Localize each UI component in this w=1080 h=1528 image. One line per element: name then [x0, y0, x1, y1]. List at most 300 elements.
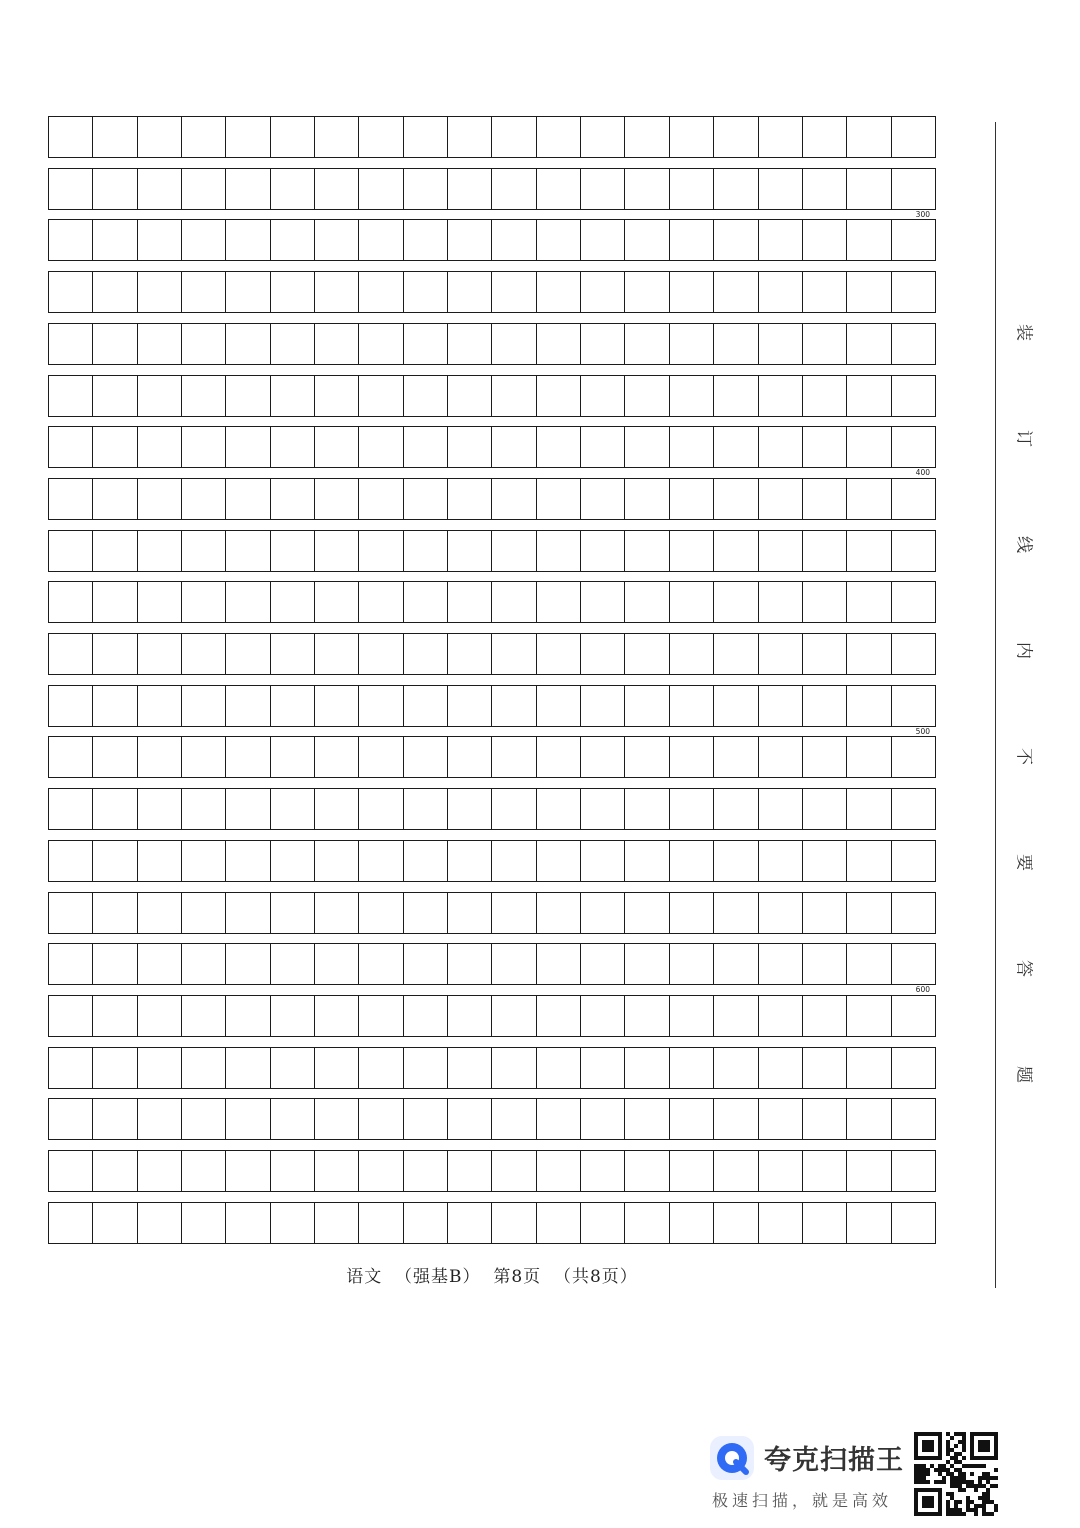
grid-cell[interactable] [803, 893, 847, 933]
grid-cell[interactable] [359, 893, 403, 933]
grid-cell[interactable] [315, 1099, 359, 1139]
grid-cell[interactable] [625, 220, 669, 260]
grid-cell[interactable] [359, 686, 403, 726]
grid-cell[interactable] [759, 427, 803, 467]
grid-cell[interactable] [226, 582, 270, 622]
grid-cell[interactable] [448, 634, 492, 674]
grid-cell[interactable] [226, 634, 270, 674]
grid-cell[interactable] [670, 996, 714, 1036]
grid-cell[interactable] [625, 1151, 669, 1191]
grid-cell[interactable] [49, 427, 93, 467]
grid-cell[interactable] [404, 1048, 448, 1088]
grid-cell[interactable] [714, 789, 758, 829]
grid-cell[interactable] [492, 789, 536, 829]
grid-cell[interactable] [182, 117, 226, 157]
grid-cell[interactable] [581, 117, 625, 157]
grid-cell[interactable] [182, 996, 226, 1036]
grid-cell[interactable] [581, 944, 625, 984]
grid-cell[interactable] [271, 169, 315, 209]
grid-cell[interactable] [892, 117, 935, 157]
grid-cell[interactable] [492, 479, 536, 519]
grid-cell[interactable] [315, 220, 359, 260]
grid-cell[interactable] [93, 841, 137, 881]
grid-cell[interactable] [271, 479, 315, 519]
grid-cell[interactable] [581, 427, 625, 467]
grid-cell[interactable] [226, 427, 270, 467]
grid-cell[interactable] [537, 944, 581, 984]
grid-cell[interactable] [138, 479, 182, 519]
grid-cell[interactable] [271, 1099, 315, 1139]
grid-cell[interactable] [714, 1048, 758, 1088]
grid-cell[interactable] [93, 789, 137, 829]
grid-cell[interactable] [803, 582, 847, 622]
grid-cell[interactable] [670, 531, 714, 571]
grid-cell[interactable] [93, 117, 137, 157]
grid-cell[interactable] [138, 634, 182, 674]
grid-cell[interactable] [448, 1203, 492, 1243]
grid-cell[interactable] [892, 1048, 935, 1088]
grid-cell[interactable] [714, 324, 758, 364]
grid-cell[interactable] [625, 1203, 669, 1243]
grid-cell[interactable] [448, 737, 492, 777]
grid-cell[interactable] [892, 686, 935, 726]
grid-cell[interactable] [625, 686, 669, 726]
grid-cell[interactable] [315, 376, 359, 416]
grid-cell[interactable] [404, 220, 448, 260]
grid-cell[interactable] [182, 169, 226, 209]
grid-cell[interactable] [714, 117, 758, 157]
grid-cell[interactable] [670, 376, 714, 416]
grid-cell[interactable] [803, 634, 847, 674]
grid-cell[interactable] [49, 479, 93, 519]
grid-cell[interactable] [138, 169, 182, 209]
grid-cell[interactable] [226, 272, 270, 312]
grid-cell[interactable] [625, 737, 669, 777]
grid-cell[interactable] [670, 789, 714, 829]
grid-cell[interactable] [847, 427, 891, 467]
grid-cell[interactable] [138, 220, 182, 260]
grid-cell[interactable] [448, 324, 492, 364]
grid-cell[interactable] [138, 324, 182, 364]
grid-cell[interactable] [226, 531, 270, 571]
grid-cell[interactable] [803, 686, 847, 726]
grid-cell[interactable] [182, 324, 226, 364]
grid-cell[interactable] [404, 841, 448, 881]
grid-cell[interactable] [226, 789, 270, 829]
grid-cell[interactable] [581, 737, 625, 777]
grid-cell[interactable] [670, 893, 714, 933]
grid-cell[interactable] [847, 582, 891, 622]
grid-cell[interactable] [226, 1099, 270, 1139]
grid-cell[interactable] [359, 117, 403, 157]
grid-cell[interactable] [581, 841, 625, 881]
grid-cell[interactable] [93, 324, 137, 364]
grid-cell[interactable] [138, 737, 182, 777]
grid-cell[interactable] [892, 479, 935, 519]
grid-cell[interactable] [404, 1151, 448, 1191]
grid-cell[interactable] [93, 479, 137, 519]
grid-cell[interactable] [182, 427, 226, 467]
grid-cell[interactable] [803, 479, 847, 519]
grid-cell[interactable] [359, 427, 403, 467]
grid-cell[interactable] [847, 376, 891, 416]
grid-cell[interactable] [138, 893, 182, 933]
grid-cell[interactable] [714, 893, 758, 933]
grid-cell[interactable] [537, 582, 581, 622]
grid-cell[interactable] [138, 376, 182, 416]
grid-cell[interactable] [182, 789, 226, 829]
grid-cell[interactable] [714, 582, 758, 622]
grid-cell[interactable] [759, 1048, 803, 1088]
grid-cell[interactable] [537, 117, 581, 157]
grid-cell[interactable] [625, 582, 669, 622]
grid-cell[interactable] [759, 1203, 803, 1243]
grid-cell[interactable] [803, 427, 847, 467]
grid-cell[interactable] [803, 376, 847, 416]
grid-cell[interactable] [537, 634, 581, 674]
grid-cell[interactable] [581, 169, 625, 209]
grid-cell[interactable] [759, 376, 803, 416]
grid-cell[interactable] [49, 169, 93, 209]
grid-cell[interactable] [271, 1203, 315, 1243]
grid-cell[interactable] [182, 686, 226, 726]
grid-cell[interactable] [803, 117, 847, 157]
grid-cell[interactable] [448, 531, 492, 571]
grid-cell[interactable] [847, 841, 891, 881]
grid-cell[interactable] [359, 479, 403, 519]
grid-cell[interactable] [892, 169, 935, 209]
grid-cell[interactable] [359, 169, 403, 209]
grid-cell[interactable] [492, 376, 536, 416]
grid-cell[interactable] [182, 272, 226, 312]
grid-cell[interactable] [581, 686, 625, 726]
grid-cell[interactable] [537, 789, 581, 829]
grid-cell[interactable] [625, 996, 669, 1036]
grid-cell[interactable] [759, 1099, 803, 1139]
grid-cell[interactable] [315, 169, 359, 209]
grid-cell[interactable] [759, 634, 803, 674]
grid-cell[interactable] [492, 272, 536, 312]
grid-cell[interactable] [492, 117, 536, 157]
grid-cell[interactable] [271, 272, 315, 312]
grid-cell[interactable] [759, 686, 803, 726]
grid-cell[interactable] [714, 841, 758, 881]
grid-cell[interactable] [670, 272, 714, 312]
grid-cell[interactable] [271, 944, 315, 984]
grid-cell[interactable] [138, 427, 182, 467]
grid-cell[interactable] [404, 479, 448, 519]
grid-cell[interactable] [714, 1203, 758, 1243]
grid-cell[interactable] [847, 1203, 891, 1243]
grid-cell[interactable] [315, 789, 359, 829]
grid-cell[interactable] [492, 841, 536, 881]
grid-cell[interactable] [625, 376, 669, 416]
grid-cell[interactable] [448, 893, 492, 933]
grid-cell[interactable] [182, 531, 226, 571]
grid-cell[interactable] [226, 1048, 270, 1088]
grid-cell[interactable] [581, 1203, 625, 1243]
grid-cell[interactable] [714, 1151, 758, 1191]
grid-cell[interactable] [847, 789, 891, 829]
grid-cell[interactable] [359, 272, 403, 312]
grid-cell[interactable] [49, 582, 93, 622]
grid-cell[interactable] [625, 427, 669, 467]
grid-cell[interactable] [49, 324, 93, 364]
grid-cell[interactable] [359, 996, 403, 1036]
grid-cell[interactable] [404, 376, 448, 416]
grid-cell[interactable] [803, 789, 847, 829]
grid-cell[interactable] [359, 324, 403, 364]
grid-cell[interactable] [492, 686, 536, 726]
grid-cell[interactable] [892, 634, 935, 674]
grid-cell[interactable] [847, 634, 891, 674]
grid-cell[interactable] [625, 324, 669, 364]
grid-cell[interactable] [448, 169, 492, 209]
grid-cell[interactable] [226, 324, 270, 364]
grid-cell[interactable] [404, 169, 448, 209]
grid-cell[interactable] [359, 737, 403, 777]
grid-cell[interactable] [492, 531, 536, 571]
grid-cell[interactable] [93, 944, 137, 984]
grid-cell[interactable] [359, 789, 403, 829]
grid-cell[interactable] [714, 1099, 758, 1139]
grid-cell[interactable] [803, 1203, 847, 1243]
grid-cell[interactable] [359, 1048, 403, 1088]
grid-cell[interactable] [49, 634, 93, 674]
grid-cell[interactable] [404, 1203, 448, 1243]
grid-cell[interactable] [138, 789, 182, 829]
grid-cell[interactable] [359, 531, 403, 571]
grid-cell[interactable] [93, 582, 137, 622]
grid-cell[interactable] [271, 1048, 315, 1088]
grid-cell[interactable] [803, 996, 847, 1036]
grid-cell[interactable] [537, 1151, 581, 1191]
grid-cell[interactable] [271, 117, 315, 157]
grid-cell[interactable] [892, 996, 935, 1036]
grid-cell[interactable] [359, 1203, 403, 1243]
grid-cell[interactable] [581, 272, 625, 312]
grid-cell[interactable] [803, 169, 847, 209]
grid-cell[interactable] [670, 324, 714, 364]
grid-cell[interactable] [315, 686, 359, 726]
grid-cell[interactable] [670, 1151, 714, 1191]
grid-cell[interactable] [759, 479, 803, 519]
grid-cell[interactable] [670, 841, 714, 881]
grid-cell[interactable] [359, 1151, 403, 1191]
grid-cell[interactable] [226, 1203, 270, 1243]
grid-cell[interactable] [847, 893, 891, 933]
grid-cell[interactable] [448, 1151, 492, 1191]
grid-cell[interactable] [448, 220, 492, 260]
grid-cell[interactable] [537, 427, 581, 467]
grid-cell[interactable] [448, 1048, 492, 1088]
grid-cell[interactable] [714, 737, 758, 777]
grid-cell[interactable] [492, 1099, 536, 1139]
grid-cell[interactable] [448, 996, 492, 1036]
grid-cell[interactable] [492, 169, 536, 209]
grid-cell[interactable] [93, 737, 137, 777]
grid-cell[interactable] [271, 686, 315, 726]
grid-cell[interactable] [138, 996, 182, 1036]
grid-cell[interactable] [537, 1099, 581, 1139]
grid-cell[interactable] [359, 376, 403, 416]
grid-cell[interactable] [625, 272, 669, 312]
grid-cell[interactable] [714, 996, 758, 1036]
grid-cell[interactable] [625, 634, 669, 674]
grid-cell[interactable] [448, 789, 492, 829]
grid-cell[interactable] [271, 841, 315, 881]
grid-cell[interactable] [226, 479, 270, 519]
grid-cell[interactable] [359, 841, 403, 881]
grid-cell[interactable] [537, 1048, 581, 1088]
grid-cell[interactable] [759, 531, 803, 571]
grid-cell[interactable] [670, 169, 714, 209]
grid-cell[interactable] [759, 737, 803, 777]
grid-cell[interactable] [892, 737, 935, 777]
grid-cell[interactable] [271, 376, 315, 416]
grid-cell[interactable] [492, 1048, 536, 1088]
grid-cell[interactable] [182, 1151, 226, 1191]
grid-cell[interactable] [93, 531, 137, 571]
grid-cell[interactable] [537, 1203, 581, 1243]
grid-cell[interactable] [138, 582, 182, 622]
grid-cell[interactable] [448, 479, 492, 519]
grid-cell[interactable] [138, 1099, 182, 1139]
grid-cell[interactable] [93, 376, 137, 416]
grid-cell[interactable] [537, 376, 581, 416]
grid-cell[interactable] [182, 220, 226, 260]
grid-cell[interactable] [226, 893, 270, 933]
grid-cell[interactable] [404, 117, 448, 157]
grid-cell[interactable] [404, 996, 448, 1036]
grid-cell[interactable] [847, 1048, 891, 1088]
grid-cell[interactable] [892, 944, 935, 984]
grid-cell[interactable] [271, 634, 315, 674]
grid-cell[interactable] [892, 1203, 935, 1243]
grid-cell[interactable] [93, 272, 137, 312]
grid-cell[interactable] [271, 789, 315, 829]
grid-cell[interactable] [226, 996, 270, 1036]
grid-cell[interactable] [492, 1203, 536, 1243]
grid-cell[interactable] [759, 220, 803, 260]
grid-cell[interactable] [581, 531, 625, 571]
grid-cell[interactable] [315, 117, 359, 157]
grid-cell[interactable] [49, 789, 93, 829]
grid-cell[interactable] [537, 996, 581, 1036]
grid-cell[interactable] [581, 789, 625, 829]
grid-cell[interactable] [670, 686, 714, 726]
grid-cell[interactable] [492, 944, 536, 984]
grid-cell[interactable] [49, 686, 93, 726]
grid-cell[interactable] [138, 841, 182, 881]
grid-cell[interactable] [404, 634, 448, 674]
grid-cell[interactable] [49, 1203, 93, 1243]
grid-cell[interactable] [448, 686, 492, 726]
grid-cell[interactable] [892, 582, 935, 622]
grid-cell[interactable] [182, 634, 226, 674]
grid-cell[interactable] [759, 996, 803, 1036]
grid-cell[interactable] [226, 376, 270, 416]
grid-cell[interactable] [537, 220, 581, 260]
grid-cell[interactable] [182, 944, 226, 984]
grid-cell[interactable] [49, 893, 93, 933]
grid-cell[interactable] [670, 582, 714, 622]
grid-cell[interactable] [49, 1048, 93, 1088]
grid-cell[interactable] [581, 893, 625, 933]
grid-cell[interactable] [93, 893, 137, 933]
grid-cell[interactable] [93, 634, 137, 674]
grid-cell[interactable] [93, 169, 137, 209]
grid-cell[interactable] [315, 427, 359, 467]
grid-cell[interactable] [803, 841, 847, 881]
grid-cell[interactable] [581, 376, 625, 416]
grid-cell[interactable] [226, 169, 270, 209]
grid-cell[interactable] [803, 531, 847, 571]
grid-cell[interactable] [49, 117, 93, 157]
grid-cell[interactable] [138, 1048, 182, 1088]
grid-cell[interactable] [892, 376, 935, 416]
grid-cell[interactable] [892, 531, 935, 571]
grid-cell[interactable] [625, 893, 669, 933]
grid-cell[interactable] [847, 737, 891, 777]
grid-cell[interactable] [714, 376, 758, 416]
grid-cell[interactable] [359, 1099, 403, 1139]
grid-cell[interactable] [625, 789, 669, 829]
grid-cell[interactable] [315, 272, 359, 312]
grid-cell[interactable] [226, 220, 270, 260]
grid-cell[interactable] [581, 1099, 625, 1139]
grid-cell[interactable] [537, 272, 581, 312]
grid-cell[interactable] [759, 893, 803, 933]
grid-cell[interactable] [847, 169, 891, 209]
grid-cell[interactable] [581, 634, 625, 674]
grid-cell[interactable] [714, 220, 758, 260]
grid-cell[interactable] [581, 220, 625, 260]
grid-cell[interactable] [404, 686, 448, 726]
grid-cell[interactable] [492, 324, 536, 364]
grid-cell[interactable] [49, 220, 93, 260]
grid-cell[interactable] [892, 1151, 935, 1191]
grid-cell[interactable] [847, 220, 891, 260]
grid-cell[interactable] [138, 1151, 182, 1191]
grid-cell[interactable] [670, 117, 714, 157]
grid-cell[interactable] [404, 737, 448, 777]
grid-cell[interactable] [625, 117, 669, 157]
grid-cell[interactable] [625, 169, 669, 209]
grid-cell[interactable] [271, 737, 315, 777]
grid-cell[interactable] [803, 220, 847, 260]
grid-cell[interactable] [847, 117, 891, 157]
grid-cell[interactable] [759, 324, 803, 364]
grid-cell[interactable] [182, 1203, 226, 1243]
grid-cell[interactable] [315, 1203, 359, 1243]
grid-cell[interactable] [315, 324, 359, 364]
grid-cell[interactable] [404, 427, 448, 467]
grid-cell[interactable] [537, 841, 581, 881]
grid-cell[interactable] [803, 944, 847, 984]
grid-cell[interactable] [448, 272, 492, 312]
grid-cell[interactable] [271, 996, 315, 1036]
grid-cell[interactable] [271, 220, 315, 260]
grid-cell[interactable] [404, 272, 448, 312]
grid-cell[interactable] [537, 479, 581, 519]
grid-cell[interactable] [182, 1099, 226, 1139]
grid-cell[interactable] [625, 479, 669, 519]
grid-cell[interactable] [182, 376, 226, 416]
grid-cell[interactable] [448, 841, 492, 881]
grid-cell[interactable] [93, 1203, 137, 1243]
grid-cell[interactable] [892, 427, 935, 467]
